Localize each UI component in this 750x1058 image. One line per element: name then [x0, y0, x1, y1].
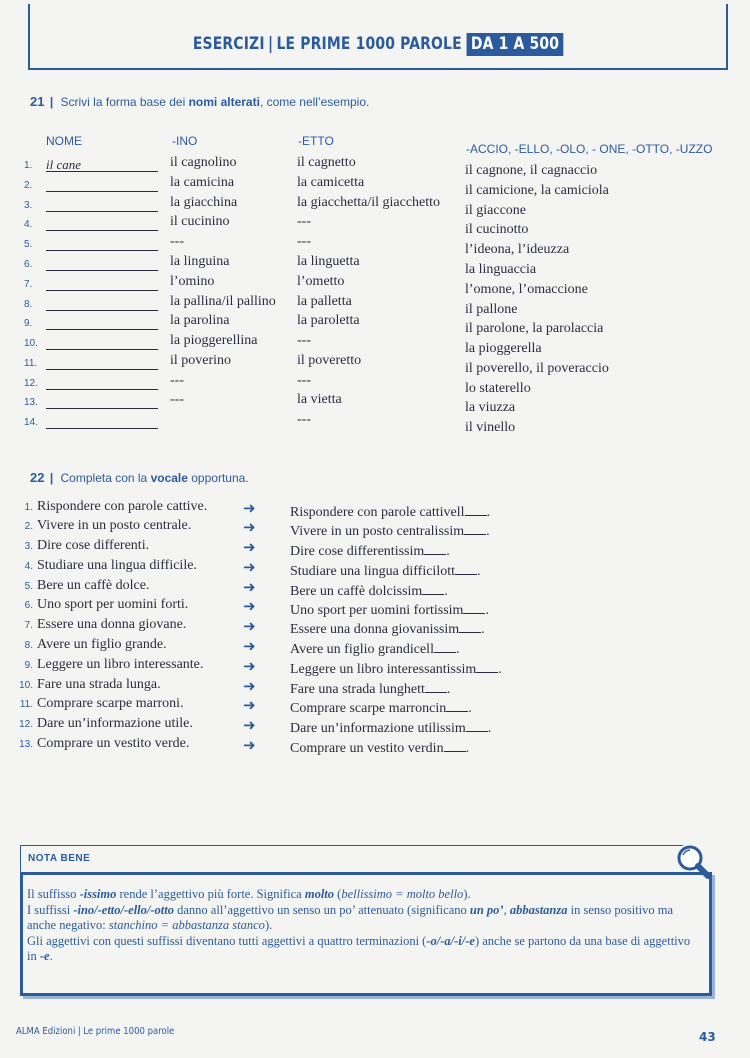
cell-etto: la camicetta [297, 175, 365, 190]
row-number: 1. [24, 160, 33, 171]
cell-accio: il pallone [465, 302, 518, 317]
table-row [0, 216, 750, 235]
text: danno all’aggettivo un senso un po’ attenuato (significano [174, 902, 470, 917]
cell-etto: il cagnetto [297, 155, 356, 170]
target-text: Leggere un libro interessantissim [290, 662, 477, 677]
list-item [0, 578, 750, 598]
target-period: . [455, 642, 460, 657]
item-number: 8. [24, 640, 33, 651]
vowel-blank[interactable] [455, 562, 477, 575]
item-number: 5. [24, 581, 33, 592]
header-badge: DA 1 A 500 [467, 33, 563, 56]
column-header-ino: -INO [172, 134, 198, 148]
vowel-blank[interactable] [459, 620, 481, 633]
source-sentence: Dare un’informazione utile. [37, 716, 193, 731]
target-period: . [487, 721, 492, 736]
target-sentence [290, 699, 472, 717]
cell-ino: la giacchina [170, 195, 238, 210]
nota-bene-paragraph-3 [27, 934, 699, 965]
source-sentence: Avere un figlio grande. [37, 637, 167, 652]
instruction-text-end: , come nell’esempio. [259, 95, 370, 109]
target-period: . [446, 682, 451, 697]
cell-ino: --- [170, 373, 184, 388]
list-item [0, 538, 750, 558]
list-item [0, 716, 750, 736]
column-header-etto: -ETTO [298, 134, 334, 148]
item-number: 6. [24, 600, 33, 611]
exercise-number: 21 [30, 94, 45, 109]
arrow-right-icon: ➜ [243, 657, 256, 675]
table-row [0, 414, 750, 433]
answer-blank[interactable] [46, 414, 158, 429]
target-period: . [486, 524, 490, 539]
list-item [0, 499, 750, 519]
cell-etto: la giacchetta/il giacchetto [297, 195, 441, 210]
source-sentence: Rispondere con parole cattive. [37, 499, 208, 514]
nota-bene-box [20, 872, 712, 996]
list-item [0, 677, 750, 697]
cell-accio: il parolone, la parolaccia [465, 321, 604, 336]
target-text: Dire cose differentissim [290, 544, 425, 559]
arrow-right-icon: ➜ [243, 716, 256, 734]
row-number: 5. [24, 239, 33, 250]
text: ). [463, 887, 471, 901]
row-number: 8. [24, 299, 33, 310]
cell-etto: --- [297, 214, 311, 229]
arrow-right-icon: ➜ [243, 637, 256, 655]
cell-ino: la linguina [170, 254, 230, 269]
source-sentence: Vivere in un posto centrale. [37, 518, 192, 533]
arrow-right-icon: ➜ [243, 696, 256, 714]
exercise-bar: | [49, 95, 54, 109]
row-number: 10. [24, 338, 38, 349]
instruction-text: Scrivi la forma base dei [60, 95, 189, 109]
item-number: 13. [19, 739, 33, 750]
arrow-right-icon: ➜ [243, 578, 256, 596]
answer-blank[interactable] [46, 256, 158, 271]
cell-accio: l’omone, l’omaccione [465, 282, 588, 297]
text: , [503, 902, 510, 917]
exercise-21-heading [30, 94, 369, 109]
item-number: 12. [19, 719, 33, 730]
source-sentence: Fare una strada lunga. [37, 677, 161, 692]
cell-accio: lo staterello [465, 381, 531, 396]
arrow-right-icon: ➜ [243, 617, 256, 635]
target-period: . [446, 544, 450, 559]
target-text: Uno sport per uomini fortissim [290, 603, 464, 618]
vowel-blank[interactable] [422, 582, 444, 595]
target-period: . [477, 564, 481, 579]
cell-etto: --- [297, 373, 311, 388]
answer-blank[interactable] [46, 177, 158, 192]
arrow-right-icon: ➜ [243, 518, 256, 536]
instruction-bold: vocale [150, 471, 188, 485]
text: in senso positivo ma anche negativo: [27, 902, 674, 932]
list-item [0, 637, 750, 657]
target-period: . [468, 701, 472, 716]
footer-publisher: ALMA Edizioni [16, 1026, 76, 1037]
item-number: 2. [24, 521, 33, 532]
target-sentence [290, 739, 469, 757]
cell-etto: il poveretto [297, 353, 362, 368]
source-sentence: Comprare scarpe marroni. [37, 696, 184, 711]
source-sentence: Comprare un vestito verde. [37, 736, 190, 751]
text: ( [334, 887, 342, 901]
text: -o/-a/-i/-e [426, 933, 475, 948]
table-row [0, 276, 750, 295]
answer-blank[interactable] [46, 394, 158, 409]
list-item [0, 597, 750, 617]
item-number: 11. [19, 699, 33, 710]
text: -ino/-etto/-ello/-otto [73, 902, 174, 917]
vowel-blank[interactable] [444, 739, 466, 752]
target-text: Dare un’informazione utilissim [290, 721, 466, 736]
target-period: . [481, 622, 485, 637]
table-row [0, 197, 750, 216]
text: rende l’aggettivo più forte. Significa [116, 887, 305, 901]
cell-etto: la palletta [297, 294, 352, 309]
header-frame [28, 4, 728, 70]
cell-accio: il poverello, il poveraccio [465, 361, 609, 376]
text: molto [304, 887, 335, 901]
row-number: 13. [24, 397, 38, 408]
text: . [49, 949, 53, 963]
item-number: 10. [19, 680, 33, 691]
row-number: 12. [24, 378, 38, 389]
table-row [0, 157, 750, 176]
vowel-blank[interactable] [446, 699, 468, 712]
text: abbastanza [509, 902, 568, 917]
answer-blank[interactable] [46, 197, 158, 212]
answer-blank[interactable] [46, 375, 158, 390]
nota-bene-paragraph-1 [27, 887, 699, 903]
page-title [93, 34, 664, 54]
target-period: . [486, 505, 491, 520]
text: ). [264, 918, 273, 932]
cell-etto: la linguetta [297, 254, 360, 269]
source-sentence: Essere una donna giovane. [37, 617, 187, 632]
row-number: 14. [24, 417, 38, 428]
cell-accio: la linguaccia [465, 262, 537, 277]
arrow-right-icon: ➜ [243, 736, 256, 754]
vowel-blank[interactable] [434, 640, 456, 653]
answer-blank[interactable] [46, 216, 158, 231]
header-title: ESERCIZI [192, 34, 265, 54]
row-number: 3. [24, 200, 33, 211]
instruction-bold: nomi alterati [188, 95, 260, 109]
cell-accio: il cagnone, il cagnaccio [465, 163, 598, 178]
target-text: Rispondere con parole cattivell [290, 505, 465, 520]
answer-blank[interactable] [46, 236, 158, 251]
table-row [0, 375, 750, 394]
target-text: Fare una strada lunghett [290, 682, 425, 697]
arrow-right-icon: ➜ [243, 597, 256, 615]
cell-accio: il vinello [465, 420, 516, 435]
target-text: Studiare una lingua difficilott [290, 564, 455, 579]
row-number: 6. [24, 259, 33, 270]
source-sentence: Dire cose differenti. [37, 538, 150, 553]
row-number: 7. [24, 279, 33, 290]
exercise-bar: | [49, 471, 54, 485]
cell-ino: --- [170, 392, 184, 407]
cell-etto: l’ometto [297, 274, 345, 289]
list-item [0, 657, 750, 677]
cell-etto: la paroletta [297, 313, 360, 328]
footer [16, 1026, 174, 1037]
item-number: 9. [24, 660, 33, 671]
cell-ino: la pioggerellina [170, 333, 258, 348]
cell-etto: --- [297, 234, 311, 249]
target-text: Vivere in un posto centralissim [290, 524, 465, 539]
arrow-right-icon: ➜ [243, 677, 256, 695]
answer-blank[interactable]: il cane [46, 157, 158, 172]
row-number: 4. [24, 219, 33, 230]
row-number: 2. [24, 180, 33, 191]
header-subtitle: LE PRIME 1000 PAROLE [276, 34, 462, 54]
item-number: 1. [24, 502, 33, 513]
arrow-right-icon: ➜ [243, 558, 256, 576]
target-sentence [290, 640, 459, 658]
table-row [0, 394, 750, 413]
cell-accio: il giaccone [465, 203, 527, 218]
text: stanchino = abbastanza stanco [108, 918, 265, 932]
target-text: Comprare scarpe marroncin [290, 701, 447, 716]
vowel-blank[interactable] [465, 503, 487, 516]
cell-ino: il poverino [170, 353, 232, 368]
item-number: 4. [24, 561, 33, 572]
target-period: . [444, 584, 448, 599]
target-sentence [290, 660, 502, 678]
cell-accio: la pioggerella [465, 341, 542, 356]
cell-ino: il cucinino [170, 214, 230, 229]
row-number: 9. [24, 318, 33, 329]
table-row [0, 315, 750, 334]
column-header-nome: NOME [46, 134, 82, 148]
vowel-blank[interactable] [424, 542, 446, 555]
cell-ino: --- [170, 234, 184, 249]
text: I suffissi [27, 902, 74, 917]
answer-blank[interactable] [46, 296, 158, 311]
exercise-22-heading [30, 470, 249, 485]
table-row [0, 355, 750, 374]
cell-accio: il cucinotto [465, 222, 529, 237]
list-item [0, 736, 750, 756]
cell-ino: la parolina [170, 313, 230, 328]
list-item [0, 518, 750, 538]
column-header-accio: -ACCIO, -ELLO, -OLO, - ONE, -OTTO, -UZZO [466, 142, 713, 156]
cell-ino: il cagnolino [170, 155, 237, 170]
nota-bene-label: NOTA BENE [28, 853, 91, 864]
footer-book-title: Le prime 1000 parole [83, 1026, 175, 1037]
header-separator: | [267, 34, 274, 54]
cell-etto: --- [297, 412, 311, 427]
vowel-blank[interactable] [464, 522, 486, 535]
cell-ino: la pallina/il pallino [170, 294, 276, 309]
table-row [0, 256, 750, 275]
cell-etto: --- [297, 333, 311, 348]
target-text: Comprare un vestito verdin [290, 741, 444, 756]
cell-accio: il camicione, la camiciola [465, 183, 609, 198]
item-number: 3. [24, 541, 33, 552]
arrow-right-icon: ➜ [243, 499, 256, 517]
list-item [0, 617, 750, 637]
answer-blank[interactable] [46, 335, 158, 350]
target-period: . [498, 662, 502, 677]
nota-bene-paragraph-2 [27, 903, 699, 934]
cell-ino: la camicina [170, 175, 235, 190]
answer-blank[interactable] [46, 276, 158, 291]
target-sentence [290, 620, 485, 638]
table-row [0, 335, 750, 354]
exercise-number: 22 [30, 470, 45, 485]
cell-etto: la vietta [297, 392, 342, 407]
table-row [0, 236, 750, 255]
list-item [0, 696, 750, 716]
vowel-blank[interactable] [463, 601, 485, 614]
vowel-blank[interactable] [466, 719, 488, 732]
target-text: Avere un figlio grandicell [290, 642, 434, 657]
text: -e [39, 949, 50, 963]
item-number: 7. [24, 620, 33, 631]
footer-separator: | [77, 1026, 81, 1037]
source-sentence: Bere un caffè dolce. [37, 578, 150, 593]
cell-accio: la viuzza [465, 400, 516, 415]
target-sentence [290, 719, 491, 737]
table-row [0, 296, 750, 315]
answer-blank[interactable] [46, 315, 158, 330]
target-text: Bere un caffè dolcissim [290, 584, 423, 599]
source-sentence: Uno sport per uomini forti. [37, 597, 189, 612]
cell-accio: l’ideona, l’ideuzza [465, 242, 570, 257]
cell-ino: l’omino [170, 274, 215, 289]
text: Gli aggettivi con questi suffissi diventano tutti aggettivi a quattro terminazioni ( [27, 933, 427, 948]
source-sentence: Studiare una lingua difficile. [37, 558, 197, 573]
text: -issimo [79, 887, 117, 901]
list-item [0, 558, 750, 578]
text: ) anche se partono da una base di aggettivo in [27, 933, 691, 963]
instruction-text: Completa con la [60, 471, 151, 485]
arrow-right-icon: ➜ [243, 538, 256, 556]
answer-blank[interactable] [46, 355, 158, 370]
vowel-blank[interactable] [476, 660, 498, 673]
source-sentence: Leggere un libro interessante. [37, 657, 204, 672]
row-number: 11. [24, 358, 38, 369]
nota-bene-frame [20, 845, 683, 872]
page-number: 43 [699, 1030, 716, 1044]
target-text: Essere una donna giovanissim [290, 622, 460, 637]
target-period: . [465, 741, 470, 756]
text: bellissimo = molto bello [341, 887, 464, 901]
text: un po’ [469, 902, 504, 917]
vowel-blank[interactable] [425, 680, 447, 693]
target-period: . [485, 603, 489, 618]
table-row [0, 177, 750, 196]
instruction-text-end: opportuna. [187, 471, 249, 485]
text: Il suffisso [27, 887, 80, 901]
